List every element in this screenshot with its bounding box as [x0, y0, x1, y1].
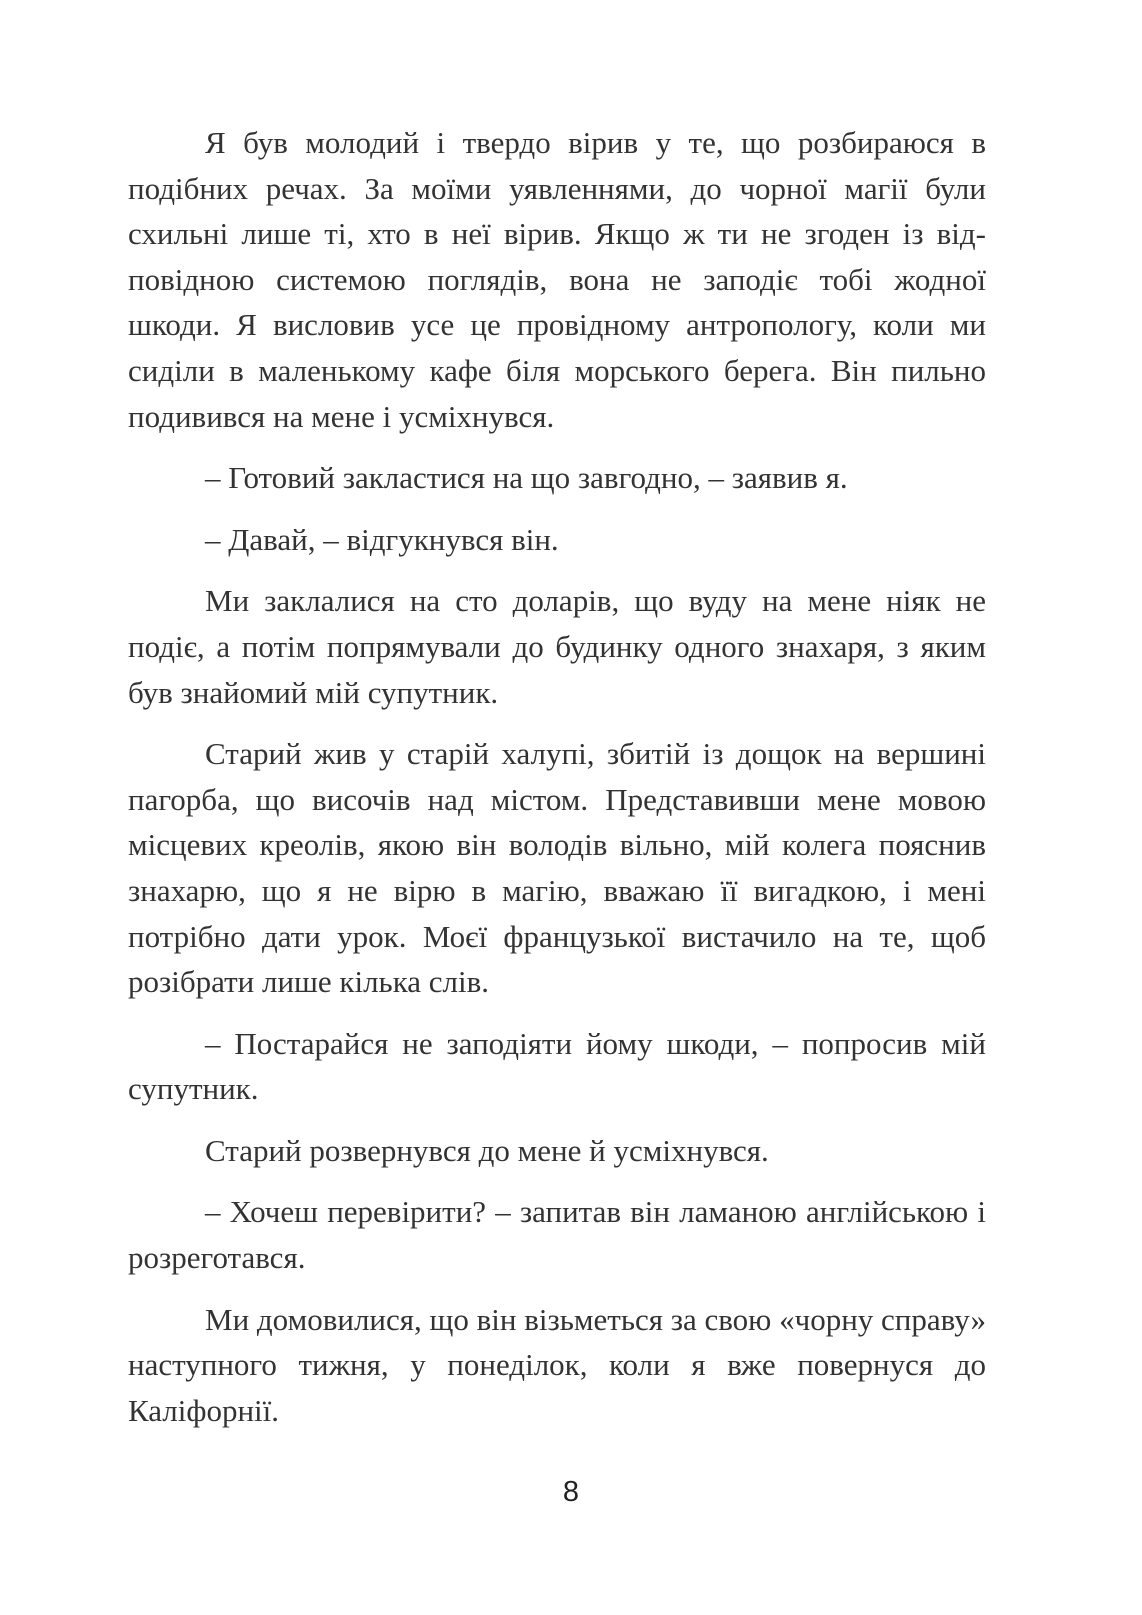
paragraph-3: – Давай, – відгукнувся він. [205, 521, 559, 557]
paragraph-8: – Хочеш перевірити? – запитав він ламаною англійською і розреготався. [128, 1194, 986, 1276]
body-text [128, 120, 986, 1449]
paragraph-4: Ми заклалися на сто доларів, що вуду на мене ніяк не подіє, а потім попрямували до будинку одного знахаря, з яким був знайомий мій супутник. [128, 583, 986, 710]
page-number: 8 [562, 1476, 580, 1508]
paragraph-1: Я був молодий і твердо вірив у те, що розбираюся в подібних речах. За моїми уявленнями, до чорної магії були схильні лише ті, хто в неї вірив. Якщо ж ти не згоден із відповідною системою поглядів, вона не заподіє тобі жодної шкоди. Я висловив усе це провідному антропологу, коли ми сиділи в маленькому кафе біля морського берега. Він пильно подивився на мене і усміхнувся. [128, 125, 986, 434]
paragraph-9: Ми домовилися, що він візьметься за свою «чорну справу» наступного тижня, у понеділок, коли я вже повернуся до Каліфорнії. [128, 1301, 986, 1428]
paragraph-7: Старий розвернувся до мене й усміхнувся. [205, 1132, 769, 1168]
paragraph-2: – Готовий закластися на що завгодно, – заявив я. [205, 460, 848, 496]
paragraph-6: – Постарайся не заподіяти йому шкоди, – попросив мій супутник. [128, 1025, 986, 1107]
paragraph-5: Старий жив у старій халупі, збитій із дощок на вершині пагорба, що височів над містом. Представивши мене мовою місцевих креолів, якою він володів вільно, мій колега пояснив знахарю, що я не вірю в магію, вважаю її вигадкою, і мені потрібно дати урок. Моєї французької вистачило на те, щоб розібрати лише кілька слів. [128, 736, 986, 1000]
